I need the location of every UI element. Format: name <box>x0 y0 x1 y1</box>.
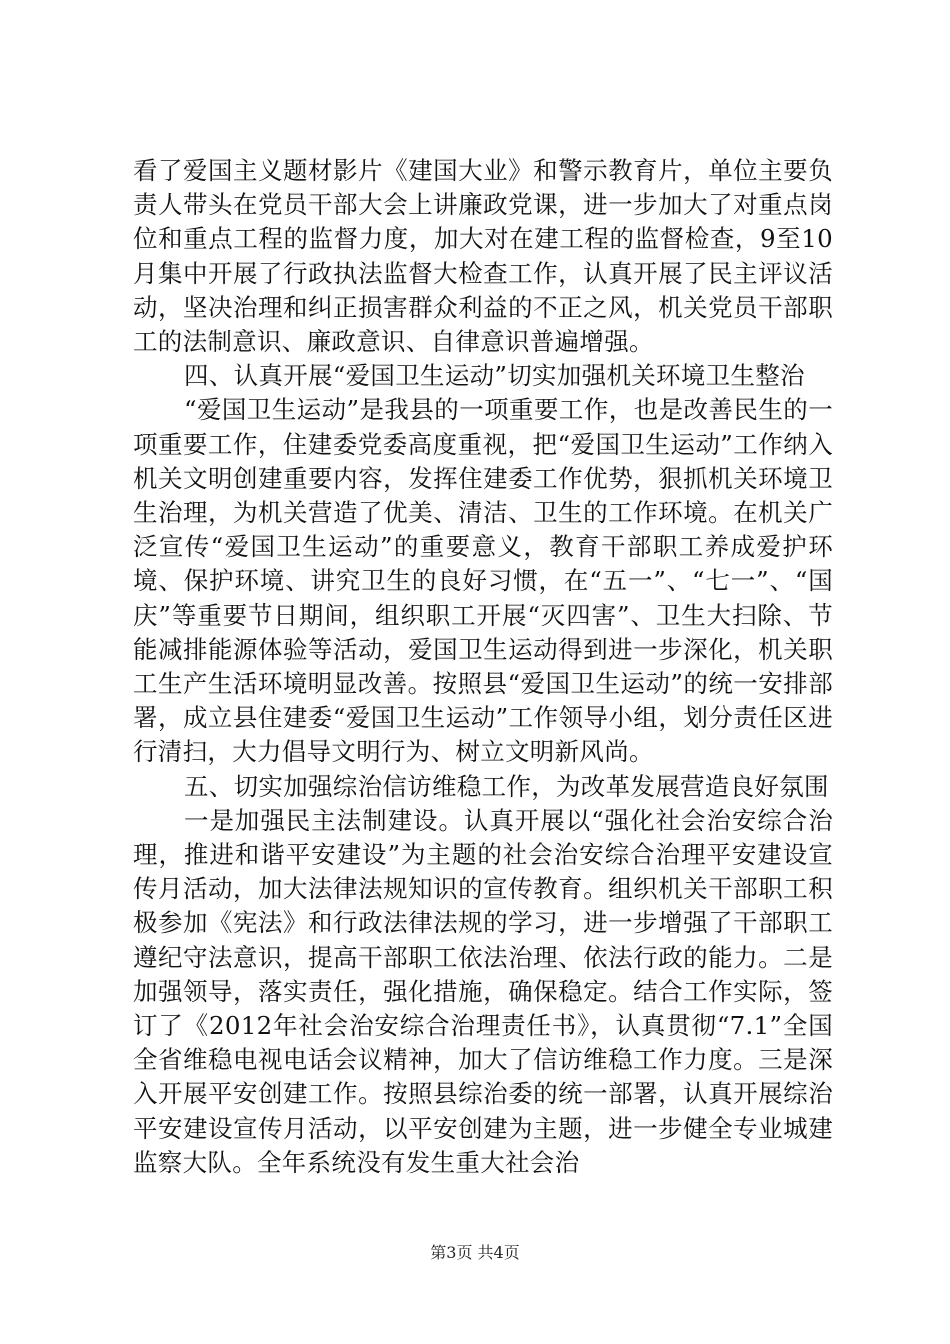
section-heading-four: 四、认真开展“爱国卫生运动”切实加强机关环境卫生整治 <box>184 361 805 391</box>
section-heading-five: 五、切实加强综治信访维稳工作，为改革发展营造良好氛围 <box>184 771 829 801</box>
paragraph-stability-work: 一是加强民主法制建设。认真开展以“强化社会治安综合治理，推进和谐平安建设”为主题的社会治安综合治理平安建设宣传月活动，加大法律法规知识的宣传教育。组织机关干部职工积极参加《宪法》和行政法律法规的学习，进一步增强了干部职工遵纪守法意识，提高干部职工依法治理、依法行政的能力。二是加强领导，落实责任，强化措施，确保稳定。结合工作实际，签订了《2012年社会治安综合治理责任书》，认真贯彻“7.1”全国全省维稳电视电话会议精神，加大了信访维稳工作力度。三是深入开展平安创建工作。按照县综治委的统一部署，认真开展综治平安建设宣传月活动，以平安创建为主题，进一步健全专业城建监察大队。全年系统没有发生重大社会治 <box>133 805 833 1177</box>
paragraph-continuation: 看了爱国主义题材影片《建国大业》和警示教育片，单位主要负责人带头在党员干部大会上讲廉政党课，进一步加大了对重点岗位和重点工程的监督力度，加大对在建工程的监督检查，9至10月集中开展了行政执法监督大检查工作，认真开展了民主评议活动，坚决治理和纠正损害群众利益的不正之风，机关党员干部职工的法制意识、廉政意识、自律意识普遍增强。 <box>133 156 833 357</box>
paragraph-patriotic-health: “爱国卫生运动”是我县的一项重要工作，也是改善民生的一项重要工作，住建委党委高度重视，把“爱国卫生运动”工作纳入机关文明创建重要内容，发挥住建委工作优势，狠抓机关环境卫生治理，为机关营造了优美、清洁、卫生的工作环境。在机关广泛宣传“爱国卫生运动”的重要意义，教育干部职工养成爱护环境、保护环境、讲究卫生的良好习惯，在“五一”、“七一”、“国庆”等重要节日期间，组织职工开展“灭四害”、卫生大扫除、节能减排能源体验等活动，爱国卫生运动得到进一步深化，机关职工生产生活环境明显改善。按照县“爱国卫生运动”的统一安排部署，成立县住建委“爱国卫生运动”工作领导小组，划分责任区进行清扫，大力倡导文明行为、树立文明新风尚。 <box>133 395 833 767</box>
page-number-footer: 第3页 共4页 <box>430 1243 520 1262</box>
document-body <box>133 154 833 1180</box>
